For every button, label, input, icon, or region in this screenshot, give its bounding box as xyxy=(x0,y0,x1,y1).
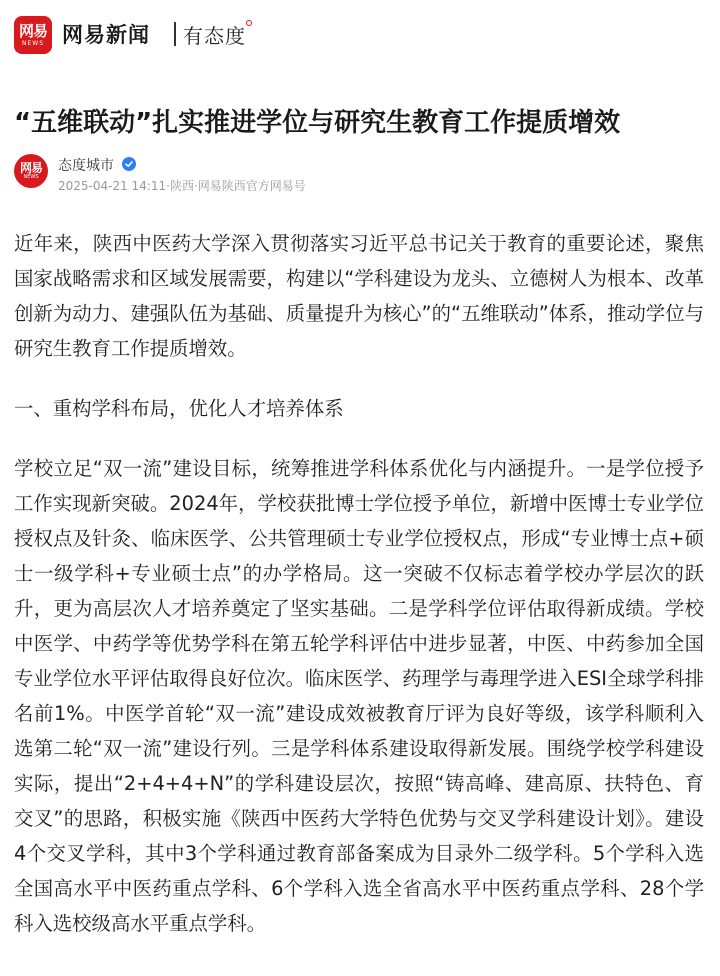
top-bar xyxy=(0,0,720,72)
brand-slogan: 有态度 xyxy=(183,24,246,48)
registered-mark-icon xyxy=(246,20,252,26)
brand-divider xyxy=(174,22,176,46)
author-avatar[interactable] xyxy=(14,154,48,188)
logo-subtext: NEWS xyxy=(21,39,45,47)
article-paragraph-intro: 近年来，陕西中医药大学深入贯彻落实习近平总书记关于教育的重要论述，聚焦国家战略需求和区域发展需要，构建以“学科建设为龙头、立德树人为根本、改革创新为动力、建强队伍为基础、质量提升为核心”的“五维联动”体系，推动学位与研究生教育工作提质增效。 xyxy=(14,232,704,360)
netease-logo-icon[interactable] xyxy=(14,16,52,54)
section-heading: 一、重构学科布局，优化人才培养体系 xyxy=(14,397,344,420)
article-paragraph-section-1: 学校立足“双一流”建设目标，统筹推进学科体系优化与内涵提升。一是学位授予工作实现新突破。2024年，学校获批博士学位授予单位，新增中医博士专业学位授权点及针灸、临床医学、公共管理硕士专业学位授权点，形成“专业博士点+硕士一级学科+专业硕士点”的办学格局。这一突破不仅标志着学校办学层次的跃升，更为高层次人才培养奠定了坚实基础。二是学科学位评估取得新成绩。学校中医学、中药学等优势学科在第五轮学科评估中进步显著，中医、中药参加全国专业学位水平评估取得良好位次。临床医学、药理学与毒理学进入ESI全球学科排名前1%。中医学首轮“双一流”建设成效被教育厅评为良好等级，该学科顺利入选第二轮“双一流”建设行列。三是学科体系建设取得新发展。围绕学校学科建设实际，提出“2+4+4+N”的学科建设层次，按照“铸高峰、建高原、扶特色、育交叉”的思路，积极实施《陕西中医药大学特色优势与交叉学科建设计划》。建设4个交叉学科，其中3个学科通过教育部备案成为目录外二级学科。5个学科入选全国高水平中医药重点学科、6个学科入选全省高水平中医药重点学科、28个学科入选校级高水平重点学科。 xyxy=(14,457,704,935)
logo-text: 网易 xyxy=(18,21,47,40)
verified-check-icon xyxy=(122,157,136,171)
avatar-text: 网易 xyxy=(19,161,42,175)
author-name[interactable]: 态度城市 xyxy=(58,158,114,174)
article-title: “五维联动”扎实推进学位与研究生教育工作提质增效 xyxy=(14,108,621,139)
article-body xyxy=(14,226,704,966)
article-meta: 2025-04-21 14:11·陕西·网易陕西官方网易号 xyxy=(58,179,306,193)
brand-name[interactable]: 网易新闻 xyxy=(62,23,150,47)
avatar-subtext: NEWS xyxy=(23,174,39,180)
check-icon xyxy=(124,159,134,169)
